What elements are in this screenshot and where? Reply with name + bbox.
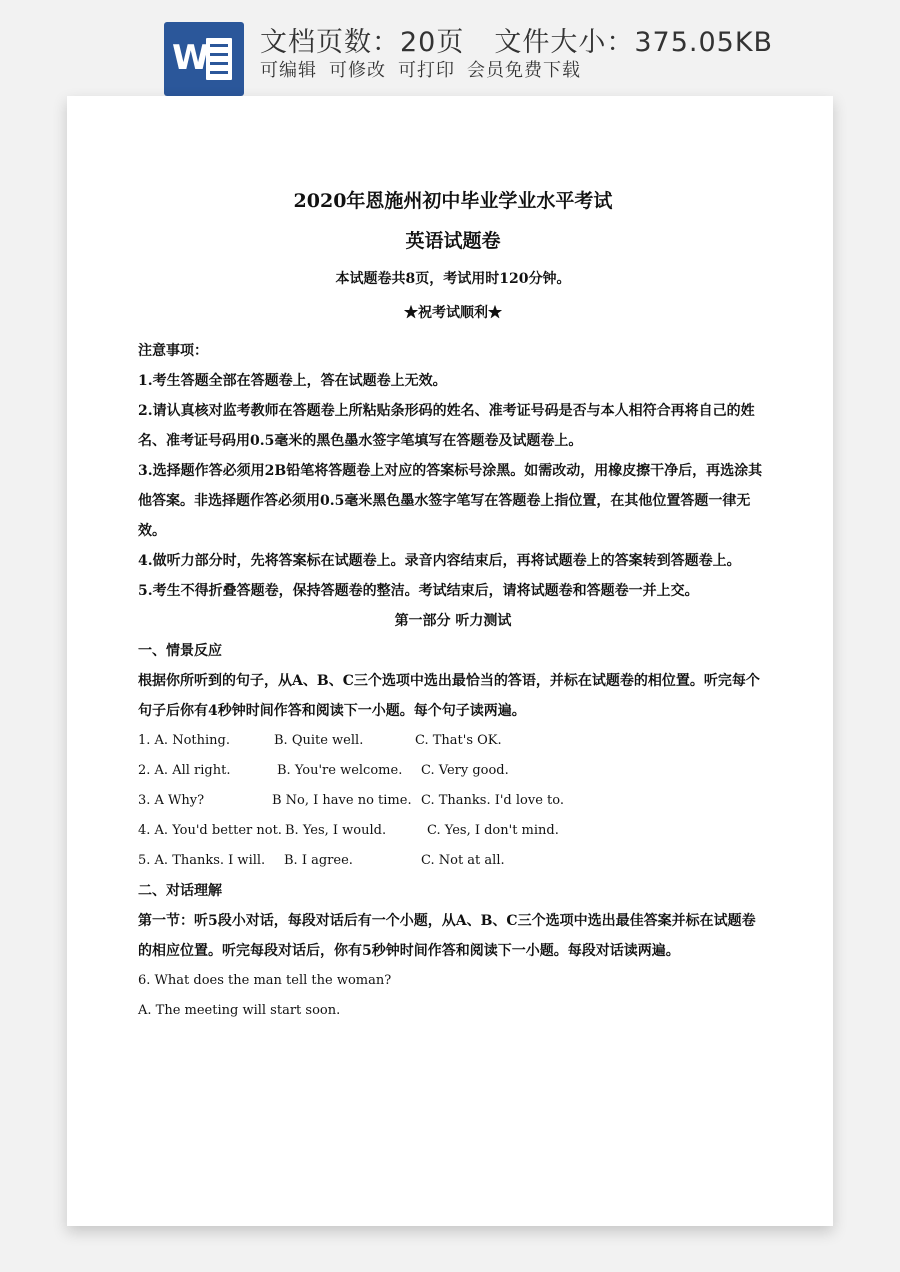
document-lines-icon xyxy=(206,38,232,80)
option-a: 4. A. You'd better not. xyxy=(138,823,282,838)
option-c: C. Thanks. I'd love to. xyxy=(421,793,564,808)
section1-title: 一、情景反应 xyxy=(138,643,222,659)
feature-editable: 可编辑 xyxy=(260,60,317,81)
feature-free-download: 会员免费下载 xyxy=(467,60,581,81)
section2-title: 二、对话理解 xyxy=(138,883,222,899)
question-row xyxy=(138,726,768,756)
feature-printable: 可打印 xyxy=(398,60,455,81)
file-info-header xyxy=(0,0,900,96)
option-a: 3. A Why? xyxy=(138,793,205,808)
exam-info: 本试题卷共8页，考试用时120分钟。 xyxy=(335,271,571,287)
exam-subtitle: 英语试题卷 xyxy=(405,230,501,252)
feature-list xyxy=(260,56,593,82)
notice-item-5: 5.考生不得折叠答题卷，保持答题卷的整洁。考试结束后，请将试题卷和答题卷一并上交。 xyxy=(138,583,699,599)
document-page xyxy=(67,96,833,1226)
option-c: C. Not at all. xyxy=(421,853,505,868)
option-a: 2. A. All right. xyxy=(138,763,231,778)
option-b: B. Quite well. xyxy=(274,733,364,748)
option-a: 5. A. Thanks. I will. xyxy=(138,853,266,868)
question-6-option-a: A. The meeting will start soon. xyxy=(138,1003,341,1018)
exam-wish: ★祝考试顺利★ xyxy=(404,305,502,321)
section1-instructions: 根据你所听到的句子，从A、B、C三个选项中选出最恰当的答语，并标在试题卷的相位置。听完每个句子后你有4秒钟时间作答和阅读下一小题。每个句子读两遍。 xyxy=(138,673,760,719)
file-stats xyxy=(260,20,773,59)
option-b: B. You're welcome. xyxy=(277,763,403,778)
notice-item-1: 1.考生答题全部在答题卷上，答在试题卷上无效。 xyxy=(138,373,447,389)
option-c: C. Yes, I don't mind. xyxy=(427,823,559,838)
feature-modifiable: 可修改 xyxy=(329,60,386,81)
option-a: 1. A. Nothing. xyxy=(138,733,230,748)
question-6: 6. What does the man tell the woman? xyxy=(138,973,392,988)
exam-body xyxy=(138,336,768,1026)
option-b: B No, I have no time. xyxy=(272,793,412,808)
word-document-icon xyxy=(164,22,244,96)
word-letter: W xyxy=(172,38,210,78)
notice-item-2: 2.请认真核对监考教师在答题卷上所粘贴条形码的姓名、准考证号码是否与本人相符合再将自己的姓名、准考证号码用0.5毫米的黑色墨水签字笔填写在答题卷及试题卷上。 xyxy=(138,403,755,449)
option-b: B. I agree. xyxy=(284,853,353,868)
option-c: C. Very good. xyxy=(421,763,509,778)
question-row xyxy=(138,756,768,786)
part-title: 第一部分 听力测试 xyxy=(394,613,512,629)
notice-item-3: 3.选择题作答必须用2B铅笔将答题卷上对应的答案标号涂黑。如需改动，用橡皮擦干净后，再选涂其他答案。非选择题作答必须用0.5毫米黑色墨水签字笔写在答题卷上指位置，在其他位置答题一律无效。 xyxy=(138,463,763,539)
question-row xyxy=(138,816,768,846)
page-count-label: 文档页数：20页 xyxy=(260,27,465,58)
notice-item-4: 4.做听力部分时，先将答案标在试题卷上。录音内容结束后，再将试题卷上的答案转到答题卷上。 xyxy=(138,553,741,569)
question-row xyxy=(138,786,768,816)
exam-title: 2020年恩施州初中毕业学业水平考试 xyxy=(293,190,613,212)
notice-heading: 注意事项： xyxy=(138,343,208,359)
section2-instructions: 第一节：听5段小对话，每段对话后有一个小题，从A、B、C三个选项中选出最佳答案并标在试题卷的相应位置。听完每段对话后，你有5秒钟时间作答和阅读下一小题。每段对话读两遍。 xyxy=(138,913,756,959)
option-c: C. That's OK. xyxy=(415,733,502,748)
option-b: B. Yes, I would. xyxy=(285,823,387,838)
question-row xyxy=(138,846,768,876)
file-size-label: 文件大小：375.05KB xyxy=(494,27,774,58)
